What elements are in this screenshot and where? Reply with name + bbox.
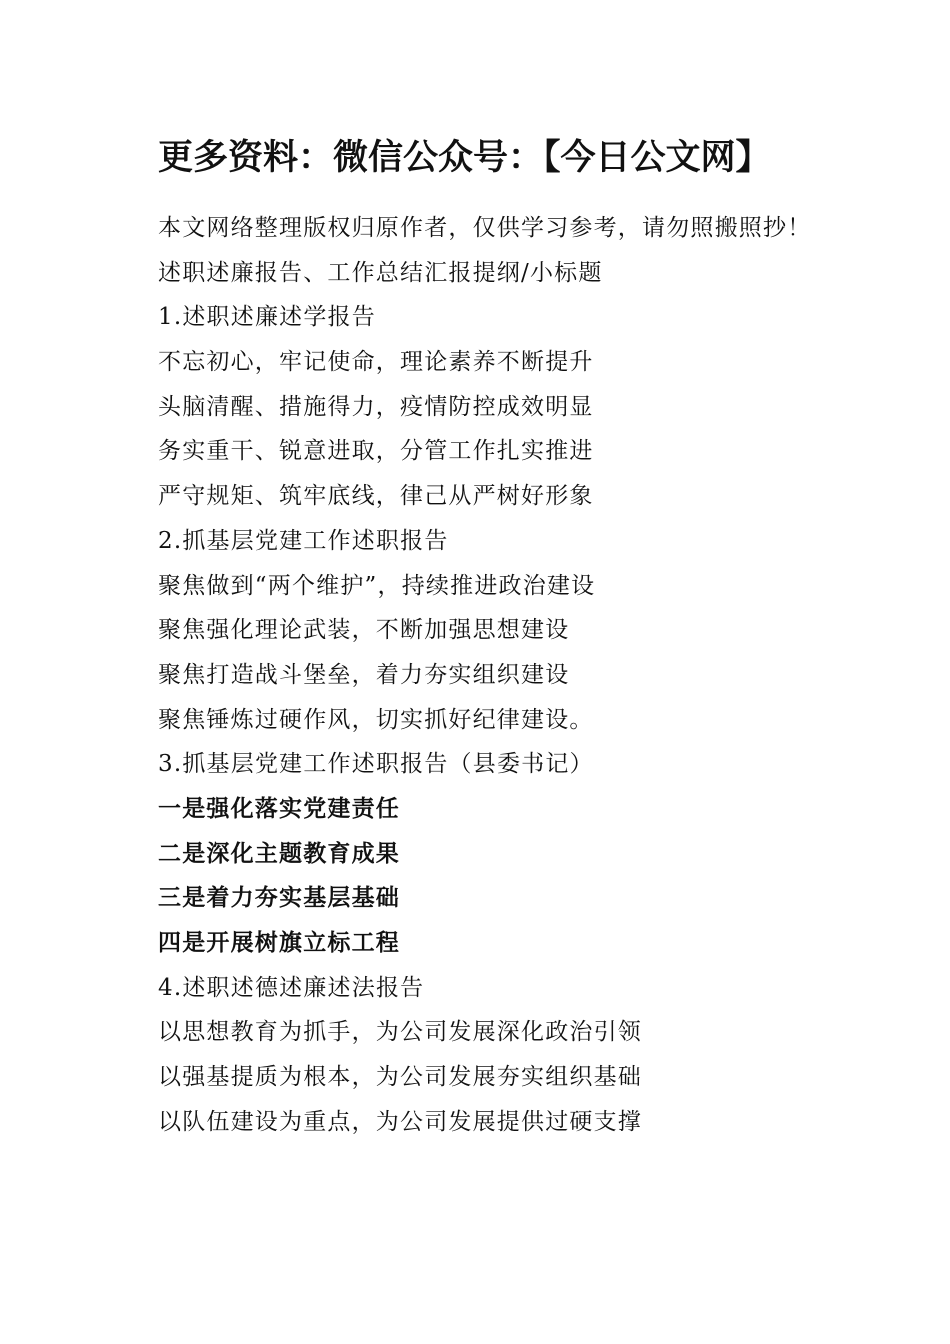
section-item: 聚焦打造战斗堡垒，着力夯实组织建设 (158, 661, 570, 688)
section-item-bold: 二是深化主题教育成果 (158, 839, 400, 867)
section-heading-1: 1.述职述廉述学报告 (158, 304, 376, 331)
section-item: 务实重干、锐意进取，分管工作扎实推进 (158, 438, 594, 465)
section-item: 聚焦锤炼过硬作风，切实抓好纪律建设。 (158, 706, 594, 733)
section-item: 以强基提质为根本，为公司发展夯实组织基础 (158, 1064, 642, 1091)
section-item: 以队伍建设为重点，为公司发展提供过硬支撑 (158, 1108, 642, 1135)
section-heading-3: 3.抓基层党建工作述职报告（县委书记） (158, 751, 594, 778)
section-item: 聚焦强化理论武装，不断加强思想建设 (158, 617, 570, 644)
section-item: 以思想教育为抓手，为公司发展深化政治引领 (158, 1019, 642, 1046)
section-heading-2: 2.抓基层党建工作述职报告 (158, 527, 449, 554)
copyright-notice: 本文网络整理版权归原作者，仅供学习参考，请勿照搬照抄！ (158, 215, 812, 241)
section-item: 头脑清醒、措施得力，疫情防控成效明显 (158, 393, 594, 420)
document-title: 更多资料：微信公众号：【今日公文网】 (158, 137, 771, 178)
section-heading-4: 4.述职述德述廉述法报告 (158, 974, 425, 1001)
section-item-bold: 一是强化落实党建责任 (158, 794, 400, 822)
document-subtitle: 述职述廉报告、工作总结汇报提纲/小标题 (158, 259, 603, 286)
document-body (158, 206, 938, 1144)
section-item: 不忘初心，牢记使命，理论素养不断提升 (158, 349, 594, 376)
section-item-bold: 三是着力夯实基层基础 (158, 884, 400, 912)
section-item-bold: 四是开展树旗立标工程 (158, 929, 400, 956)
section-item: 严守规矩、筑牢底线，律己从严树好形象 (158, 483, 594, 510)
section-item: 聚焦做到“两个维护”，持续推进政治建设 (158, 572, 596, 599)
